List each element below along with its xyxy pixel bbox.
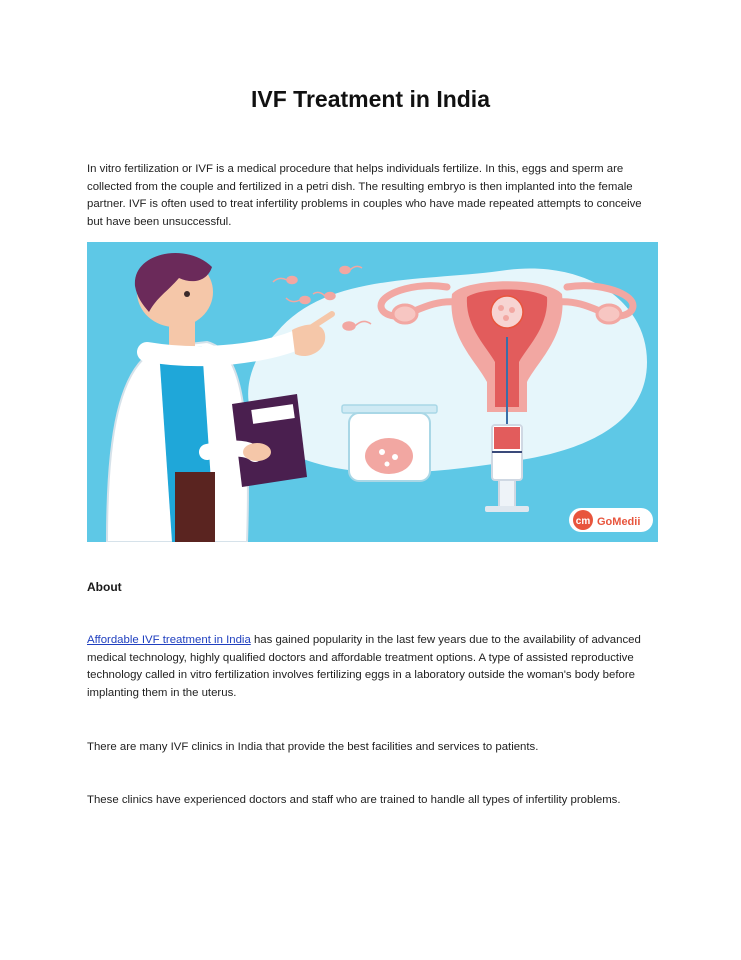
logo-badge-text: cm	[575, 516, 591, 527]
staff-paragraph: These clinics have experienced doctors and staff who are trained to handle all types of infertility problems.	[87, 794, 621, 806]
logo-brand-text: GoMedii	[597, 516, 641, 528]
clipboard-icon	[232, 394, 307, 487]
affordable-ivf-link[interactable]: Affordable IVF treatment in India	[87, 634, 251, 646]
intro-paragraph: In vitro fertilization or IVF is a medical procedure that helps individuals fertilize. In this, eggs and sperm are collected from the couple and fertilized in a petri dish. The resulting embryo is then implanted into the female partner. IVF is often used to treat infertility problems in couples who have made repeated attempts to conceive but have been unsuccessful.	[87, 163, 642, 228]
page-title: IVF Treatment in India	[251, 86, 490, 112]
petri-dish-icon	[342, 405, 437, 481]
gomedii-logo	[569, 508, 653, 532]
ivf-illustration	[87, 242, 658, 542]
about-heading: About	[87, 580, 122, 594]
about-paragraph-text: has gained popularity in the last few years due to the availability of advanced medical technology, highly qualified doctors and affordable treatment options. A type of assisted reproductive technology called in vitro fertilization involves fertilizing eggs in a laboratory outside the woman's body before implanting them in the uterus.	[87, 634, 641, 699]
about-paragraph	[87, 632, 647, 702]
clinics-paragraph: There are many IVF clinics in India that provide the best facilities and services to patients.	[87, 741, 539, 753]
